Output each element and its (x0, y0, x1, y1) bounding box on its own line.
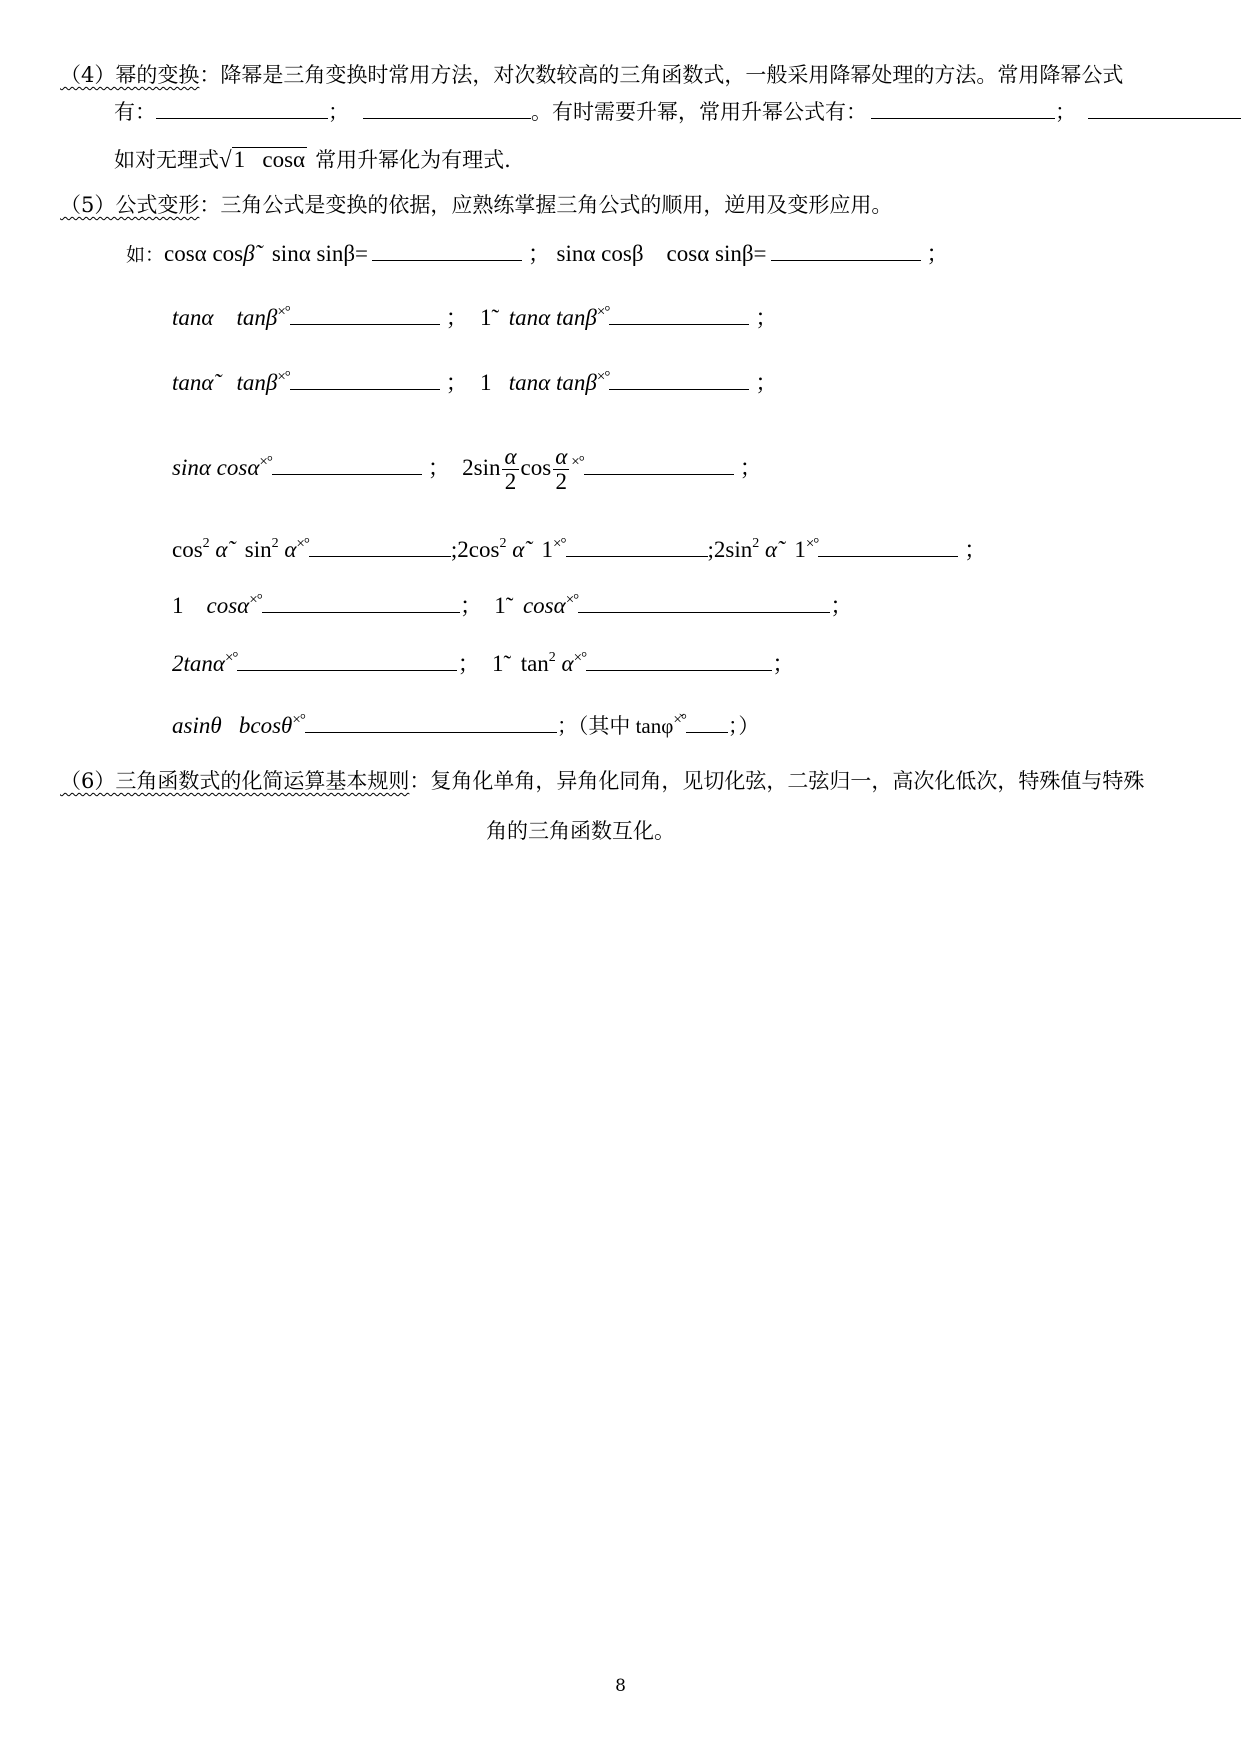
ru-label: 如： (126, 244, 165, 266)
section-6-heading: （6）三角函数式的化简运算基本规则 (60, 769, 410, 793)
page-number: 8 (615, 1676, 626, 1696)
separator: ； (830, 593, 854, 618)
garbled-glyph: ×̌° (673, 712, 686, 728)
garbled-glyph: ×° (296, 536, 309, 552)
formula-row-1 (126, 238, 949, 269)
sqrt-expression (232, 147, 307, 172)
row4-d: cos (520, 455, 552, 480)
garbled-glyph: ×° (596, 304, 610, 320)
section-6-line-2 (486, 817, 675, 845)
formula-row-4 (172, 440, 763, 499)
separator: ； (527, 241, 551, 266)
row3-d: 1 (480, 370, 492, 395)
section-4-line-2 (114, 96, 1241, 126)
formula-row-5 (172, 534, 987, 568)
blank-row7-1 (237, 648, 457, 671)
superscript: 2 (271, 536, 279, 551)
formula-row-6 (172, 590, 853, 623)
separator: ； (457, 651, 481, 676)
separator: ； (964, 537, 988, 562)
row8-d: cosθ (250, 713, 293, 738)
fraction-alpha-over-2 (502, 445, 518, 494)
row5-e: ;2cos (450, 537, 500, 562)
separator: ； (739, 455, 763, 480)
blank-row5-2 (566, 534, 708, 557)
row8-c: b (238, 713, 251, 738)
blank-lower-power-1 (156, 96, 328, 119)
blank-row1-1 (372, 238, 522, 261)
blank-row1-2 (771, 238, 921, 261)
row6-d: 1̃ (494, 593, 506, 618)
row4-c: 2sin (462, 455, 501, 480)
row2-e: tanα tanβ (508, 305, 597, 330)
section-4-line-1 (60, 61, 1123, 89)
separator: ； (1055, 100, 1076, 124)
section-5-heading: （5）公式变形 (60, 193, 200, 217)
garbled-glyph: ×° (249, 592, 262, 608)
garbled-glyph: ×° (596, 369, 610, 385)
section-4-text-1: ：降幂是三角变换时常用方法，对次数较高的三角函数式，一般采用降幂处理的方法。常用降幂公式 (199, 63, 1124, 87)
row8-f: ；） (727, 714, 760, 738)
section-6-line-1 (60, 767, 1144, 795)
blank-row5-3 (818, 534, 958, 557)
row3-a: tanα̃ (172, 370, 214, 395)
garbled-glyph: ×° (292, 712, 305, 728)
section-4-example-text-2: 常用升幂化为有理式. (315, 148, 511, 172)
section-4-heading: （4）幂的变换 (60, 63, 200, 87)
garbled-glyph: ×° (224, 650, 238, 666)
section-5-line-1 (60, 191, 892, 219)
garbled-glyph: ×° (277, 369, 290, 385)
row5-f: α̃ (512, 537, 525, 562)
row5-i: α̃ (764, 537, 778, 562)
row8-b: sinθ (183, 713, 222, 738)
fraction-numerator: α (504, 444, 517, 470)
blank-row2-2 (609, 302, 749, 325)
row7-d: tan (520, 651, 549, 676)
sqrt-symbol: √ (219, 147, 232, 172)
sqrt-one: 1 (233, 147, 246, 172)
row5-b: α̃ (215, 537, 228, 562)
garbled-glyph: ×° (805, 536, 819, 552)
section-6-text-2: 角的三角函数互化。 (486, 819, 675, 843)
fraction-numerator: α (555, 444, 568, 470)
separator: ； (328, 100, 349, 124)
separator: ； (772, 651, 796, 676)
garbled-glyph: ×° (565, 592, 579, 608)
blank-row8-1 (305, 710, 557, 733)
section-5-text: ：三角公式是变换的依据，应熟练掌握三角公式的顺用，逆用及变形应用。 (199, 193, 893, 217)
section-4-raise-text: 。有时需要升幂，常用升幂公式有： (531, 100, 867, 124)
blank-row8-2 (686, 710, 728, 733)
row1-c: sinα sinβ= (271, 241, 369, 266)
row1-b: β̃ (243, 241, 255, 266)
row3-e: tanα tanβ (508, 370, 597, 395)
row5-g: 1 (541, 537, 554, 562)
separator: ； (445, 305, 469, 330)
section-4-example-text: 如对无理式 (114, 148, 219, 172)
row3-b: tanβ (236, 370, 278, 395)
formula-row-8 (172, 710, 759, 743)
garbled-glyph: ×° (553, 536, 566, 552)
section-6-text-1: ：复角化单角，异角化同角，见切化弦，二弦归一，高次化低次，特殊值与特殊 (409, 769, 1145, 793)
row5-a: cos (172, 537, 203, 562)
row2-d: 1̃ (480, 305, 492, 330)
blank-row6-1 (262, 590, 460, 613)
row7-a: 2tanα (172, 651, 225, 676)
superscript: 2 (202, 536, 210, 551)
blank-row3-1 (290, 367, 440, 390)
separator: ； (459, 593, 483, 618)
garbled-glyph: ×° (573, 650, 587, 666)
fraction-alpha-over-2 (553, 445, 569, 494)
row6-e: cosα (522, 593, 566, 618)
blank-row4-1 (272, 452, 422, 475)
blank-row6-2 (578, 590, 830, 613)
row4-a: sinα cosα (172, 455, 260, 480)
separator: ； (755, 370, 779, 395)
fraction-denominator: 2 (504, 469, 517, 495)
separator: ； (755, 305, 779, 330)
blank-row2-1 (290, 302, 440, 325)
row2-a: tanα (172, 305, 214, 330)
separator: ； (427, 455, 451, 480)
row5-h: ;2sin (707, 537, 753, 562)
separator: ； (445, 370, 469, 395)
blank-raise-power-1 (871, 96, 1055, 119)
section-4-line-3 (114, 146, 511, 174)
row1-e: sinα cosβ (556, 241, 644, 266)
row2-b: tanβ (236, 305, 278, 330)
row1-a: cosα cos (164, 241, 244, 266)
garbled-glyph: ×° (259, 454, 272, 470)
row5-c: sin (244, 537, 272, 562)
row7-c: 1̃ (491, 651, 504, 676)
row5-d: α (284, 537, 297, 562)
superscript: 2 (499, 536, 507, 551)
blank-row7-2 (586, 648, 772, 671)
superscript: 2 (548, 650, 556, 665)
blank-lower-power-2 (363, 96, 531, 119)
row1-f: cosα sinβ= (666, 241, 767, 266)
row8-a: a (172, 713, 184, 738)
blank-row5-1 (309, 534, 451, 557)
blank-row4-2 (584, 452, 734, 475)
row7-e: α (561, 651, 574, 676)
fraction-denominator: 2 (555, 469, 567, 495)
garbled-glyph: ×° (277, 304, 290, 320)
blank-raise-power-2 (1088, 96, 1241, 119)
separator: ； (926, 241, 950, 266)
row6-b: cosα (206, 593, 250, 618)
formula-row-3 (172, 367, 778, 400)
row6-a: 1 (172, 593, 184, 618)
section-4-you: 有： (114, 100, 156, 124)
row5-j: 1 (794, 537, 806, 562)
formula-row-2 (172, 302, 778, 335)
blank-row3-2 (609, 367, 749, 390)
garbled-glyph: ×° (571, 454, 584, 470)
row8-e: ；（其中 tanφ (556, 714, 674, 738)
formula-row-7 (172, 648, 795, 682)
superscript: 2 (752, 536, 760, 551)
sqrt-cos: cosα (262, 147, 306, 172)
